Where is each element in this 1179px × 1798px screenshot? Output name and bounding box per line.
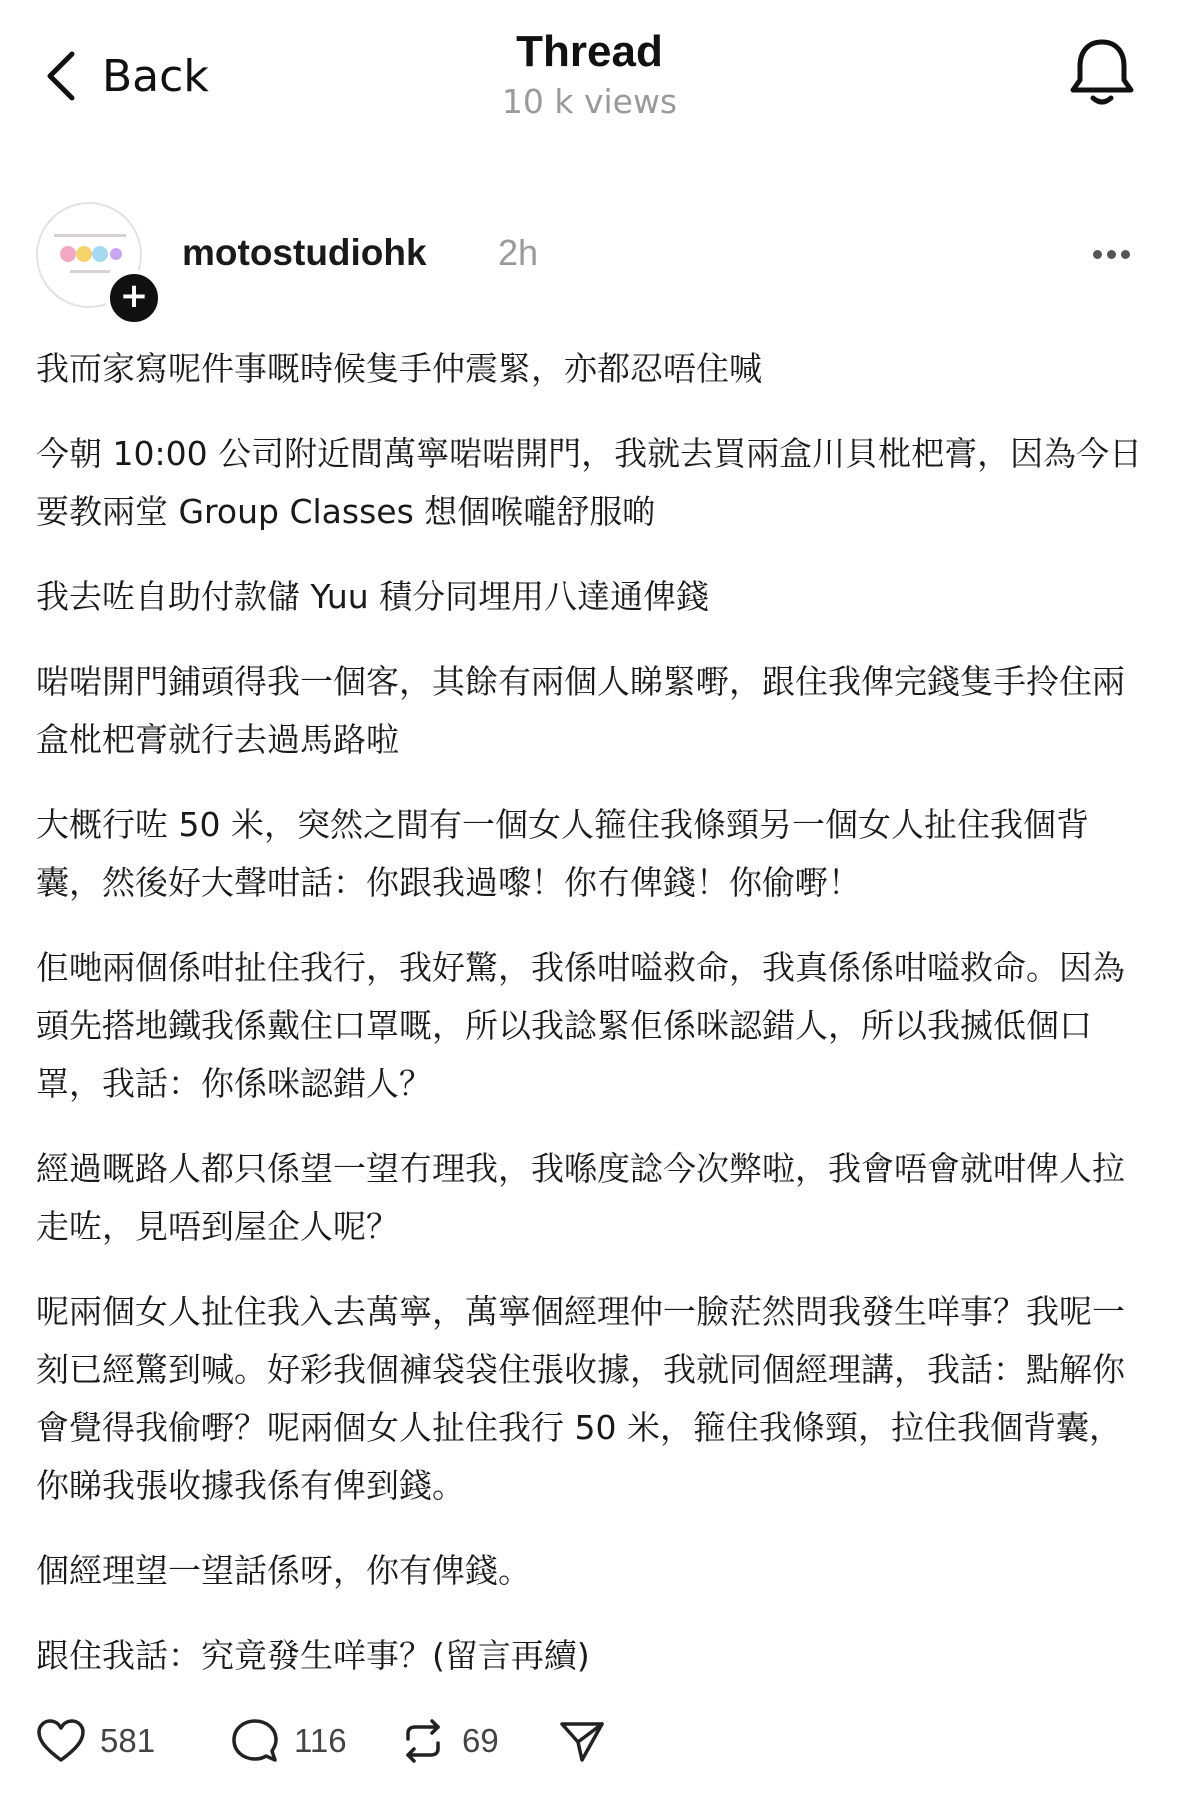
heart-icon — [36, 1718, 86, 1764]
repost-button[interactable] — [398, 1713, 499, 1769]
post-paragraph: 呢兩個女人扯住我入去萬寧，萬寧個經理仲一臉茫然問我發生咩事？我呢一刻已經驚到喊。好彩我個褲袋袋住張收據，我就同個經理講，我話：點解你會覺得我偷嘢？呢兩個女人扯住我行 50 米，箍住我條頸，拉住我個背囊，你睇我張收據我係有俾到錢。 — [36, 1292, 1125, 1505]
more-dot — [1121, 250, 1130, 259]
reply-count: 116 — [294, 1722, 347, 1759]
post-paragraph: 佢哋兩個係咁扯住我行，我好驚，我係咁嗌救命，我真係係咁嗌救命。因為頭先搭地鐵我係戴住口罩嘅，所以我諗緊佢係咪認錯人，所以我搣低個口罩，我話：你係咪認錯人？ — [36, 948, 1125, 1103]
send-icon — [558, 1718, 606, 1764]
comment-icon — [230, 1717, 280, 1765]
avatar[interactable] — [36, 202, 149, 316]
author-username[interactable]: motostudiohk — [182, 232, 427, 273]
notifications-button[interactable] — [1067, 36, 1137, 110]
more-horizontal-icon — [1093, 250, 1102, 259]
bell-icon — [1067, 36, 1137, 110]
view-count: 10 k views — [501, 82, 678, 121]
post-paragraph: 跟住我話：究竟發生咩事？(留言再續) — [36, 1636, 590, 1675]
like-count: 581 — [100, 1722, 156, 1759]
more-dot — [1107, 250, 1116, 259]
share-button[interactable] — [558, 1713, 606, 1769]
like-button[interactable] — [36, 1713, 155, 1769]
repost-count: 69 — [462, 1722, 499, 1759]
post-action-bar — [36, 1713, 736, 1769]
page-title: Thread — [516, 27, 663, 76]
top-nav-bar — [0, 0, 1179, 150]
post-paragraph: 今朝 10:00 公司附近間萬寧啱啱開門，我就去買兩盒川貝枇杷膏，因為今日要教兩堂 Group Classes 想個喉嚨舒服啲 — [36, 434, 1143, 531]
post-paragraph: 經過嘅路人都只係望一望冇理我，我喺度諗今次弊啦，我會唔會就咁俾人拉走咗，見唔到屋企人呢？ — [36, 1149, 1125, 1246]
post-paragraph: 我而家寫呢件事嘅時候隻手仲震緊，亦都忍唔住喊 — [36, 349, 762, 388]
post-paragraph: 啱啱開門鋪頭得我一個客，其餘有兩個人睇緊嘢，跟住我俾完錢隻手拎住兩盒枇杷膏就行去過馬路啦 — [36, 662, 1125, 759]
back-label: Back — [102, 50, 209, 102]
follow-button[interactable]: + — [106, 270, 162, 326]
post-author-row — [36, 202, 1143, 316]
post-paragraph: 我去咗自助付款儲 Yuu 積分同埋用八達通俾錢 — [36, 577, 710, 616]
post-timestamp: 2h — [498, 232, 539, 273]
reply-button[interactable] — [230, 1713, 347, 1769]
more-options-button[interactable] — [1093, 244, 1137, 260]
post-paragraph: 大概行咗 50 米，突然之間有一個女人箍住我條頸另一個女人扯住我個背囊，然後好大聲咁話：你跟我過嚟！你冇俾錢！你偷嘢！ — [36, 805, 1089, 902]
title-block — [0, 24, 1179, 124]
repost-icon — [398, 1717, 448, 1765]
post-body — [36, 340, 1146, 1712]
post-paragraph: 個經理望一望話係呀，你有俾錢。 — [36, 1551, 531, 1590]
